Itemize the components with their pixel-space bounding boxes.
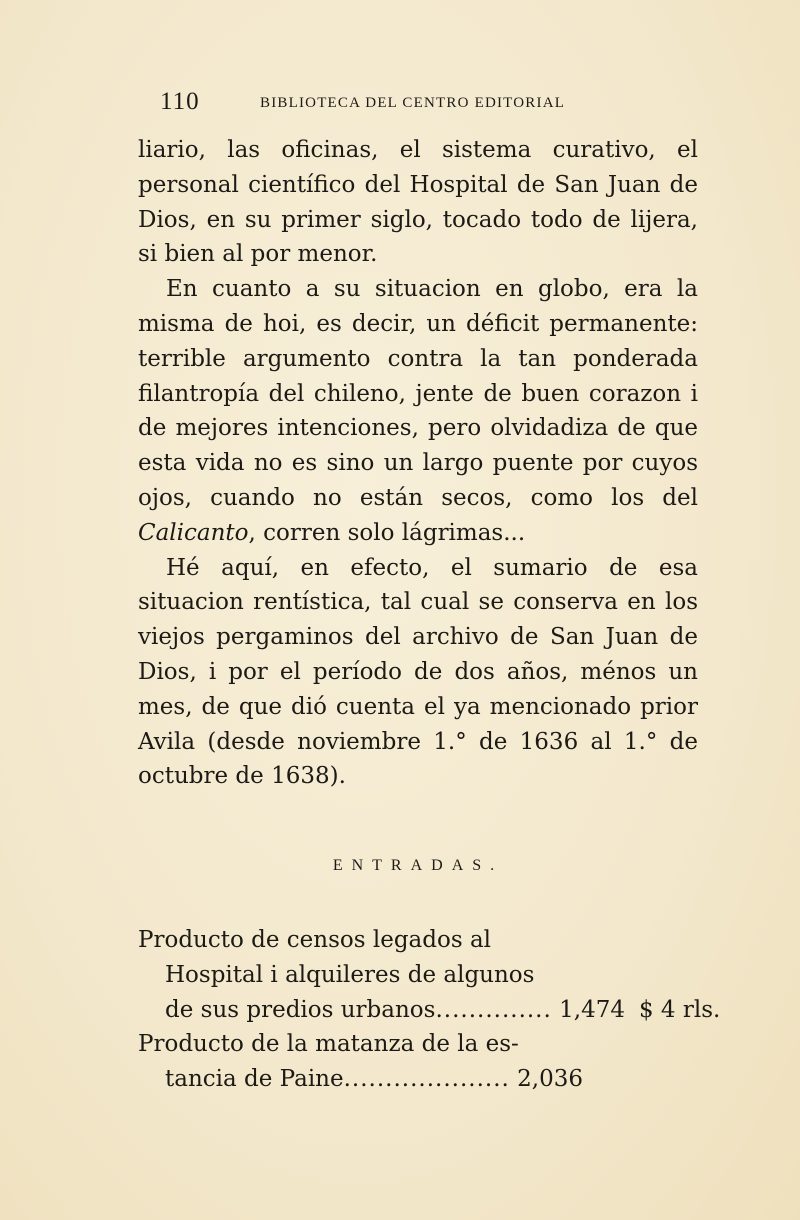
page-header (140, 88, 700, 118)
paragraph-3: Hé aquí, en efecto, el sumario de esa situacion rentística, tal cual se conserva en los viejos pergaminos del archivo de San Juan de Dios, i por el período de dos años, ménos un mes, de que dió cuenta el ya mencionado prior Avila (desde noviembre 1.° de 1636 al 1.° de octubre de 1638). (138, 554, 698, 790)
entry-1-amount: 1,474 (559, 996, 625, 1023)
paragraph-2-text: En cuanto a su situacion en globo, era la misma de hoi, es decir, un déficit permanente: terrible argumento contra la tan ponderada filantropía del chileno, jente de buen corazon i de mejores intenciones, pero olvidadiza de que esta vida no es sino un largo puente por cuyos ojos, cuando no están secos, como los del (138, 276, 698, 511)
section-heading: ENTRADAS. (332, 857, 504, 874)
entry-1-label: de sus predios urbanos (165, 996, 436, 1023)
ledger-entries (138, 923, 721, 1097)
entry-1-currency: $ 4 rls. (638, 996, 721, 1023)
running-head: BIBLIOTECA DEL CENTRO EDITORIAL (260, 95, 566, 111)
page-number: 110 (160, 88, 200, 115)
entry-2-line-1: Producto de la matanza de la es- (138, 1031, 519, 1058)
entry-2-amount: 2,036 (517, 1066, 584, 1093)
entry-2-label: tancia de Paine (165, 1066, 344, 1093)
calicanto-italic: Calicanto (138, 519, 249, 546)
dot-leader (435, 997, 551, 1023)
paragraph-1: liario, las oficinas, el sistema curativo, el personal científico del Hospital de San Juan de Dios, en su primer siglo, tocado todo de lijera, si bien al por menor. (138, 137, 698, 268)
dot-leader (344, 1066, 510, 1092)
body-text (138, 133, 698, 794)
paragraph-2-end: , corren solo lágrimas... (248, 519, 526, 546)
paragraph-2 (138, 272, 698, 550)
entry-1-line-2: Hospital i alquileres de algunos (165, 961, 535, 988)
entry-1-line-3 (138, 993, 721, 1028)
entry-1-line-1: Producto de censos legados al (138, 927, 492, 953)
entry-2-line-2 (138, 1062, 698, 1097)
